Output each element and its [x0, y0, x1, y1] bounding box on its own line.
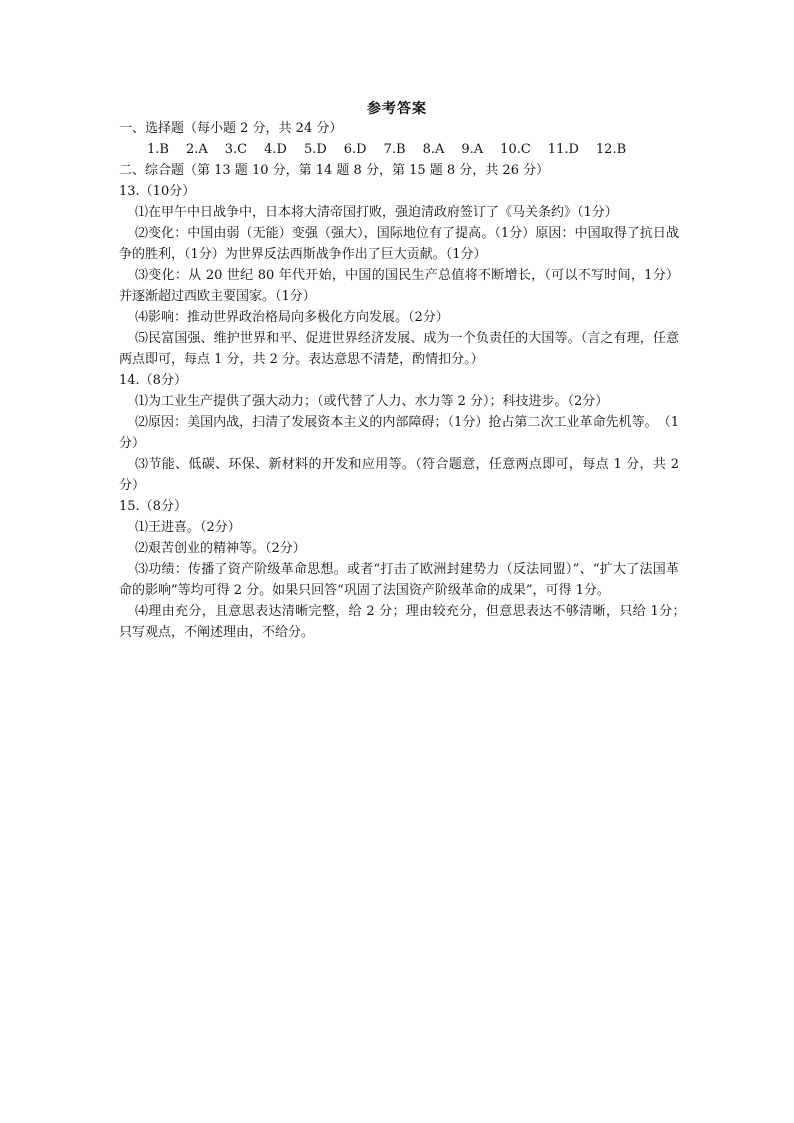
section2-heading: 二、综合题（第 13 题 10 分，第 14 题 8 分，第 15 题 8 分，共 26 分）	[119, 163, 550, 178]
page-title: 参考答案	[367, 101, 427, 117]
q13-answer-3: ⑶变化：从 20 世纪 80 年代开始，中国的国民生产总值将不断增长，（可以不写时间，1分）并逐渐超过西欧主要国家。（1分）	[119, 268, 679, 304]
answer-item: 4.D	[264, 142, 287, 157]
q13-heading: 13.（10分）	[119, 184, 196, 199]
answer-item: 8.A	[422, 142, 445, 157]
q14-heading: 14.（8分）	[119, 373, 187, 388]
choice-answers-row	[119, 139, 679, 160]
q13-answer-2: ⑵变化：中国由弱（无能）变强（强大），国际地位有了提高。（1分）原因：中国取得了抗日战争的胜利，（1分）为世界反法西斯战争作出了巨大贡献。（1分）	[119, 226, 679, 262]
q15-answer-1: ⑴王进喜。（2分）	[135, 520, 241, 535]
q15-answer-4: ⑷理由充分，且意思表达清晰完整，给 2 分；理由较充分，但意思表达不够清晰，只给 1分； 只写观点，不阐述理由，不给分。	[119, 604, 693, 640]
q14-answer-2: ⑵原因：美国内战，扫清了发展资本主义的内部障碍；（1分）抢占第二次工业革命先机等。 （1分）	[119, 415, 679, 451]
answer-content	[119, 118, 693, 643]
q15-heading: 15.（8分）	[119, 499, 187, 514]
q15-answer-2: ⑵艰苦创业的精神等。（2分）	[135, 541, 306, 556]
q14-answer-3: ⑶节能、低碳、环保、新材料的开发和应用等。（符合题意，任意两点即可，每点 1 分，共 2 分）	[119, 457, 679, 493]
q14-answer-1: ⑴为工业生产提供了强大动力；（或代替了人力、水力等 2 分）；科技进步。（2分）	[135, 394, 609, 409]
section1-heading: 一、选择题（每小题 2 分，共 24 分）	[119, 121, 343, 136]
q13-answer-1: ⑴在甲午中日战争中，日本将大清帝国打败，强迫清政府签订了《马关条约》（1分）	[135, 205, 618, 220]
answer-item: 5.D	[303, 142, 327, 157]
answer-item: 3.C	[224, 142, 248, 157]
answer-item: 12.B	[595, 142, 627, 157]
answer-item: 9.A	[461, 142, 484, 157]
answer-item: 1.B	[147, 142, 169, 157]
answer-item: 2.A	[185, 142, 208, 157]
answer-item: 6.D	[343, 142, 367, 157]
answer-item: 11.D	[547, 142, 579, 157]
q15-answer-3: ⑶功绩：传播了资产阶级革命思想。或者“打击了欧洲封建势力（反法同盟）”、“扩大了法国革命的影响”等均可得 2 分。如果只回答“巩固了法国资产阶级革命的成果”，可得 1分。	[119, 562, 679, 598]
answer-item: 7.B	[383, 142, 406, 157]
q13-answer-4: ⑷影响：推动世界政治格局向多极化方向发展。（2分）	[135, 310, 449, 325]
answer-item: 10.C	[500, 142, 531, 157]
q13-answer-5: ⑸民富国强、维护世界和平、促进世界经济发展、成为一个负责任的大国等。（言之有理，任意两点即可，每点 1 分，共 2 分。表达意思不清楚，酌情扣分。）	[119, 331, 679, 367]
